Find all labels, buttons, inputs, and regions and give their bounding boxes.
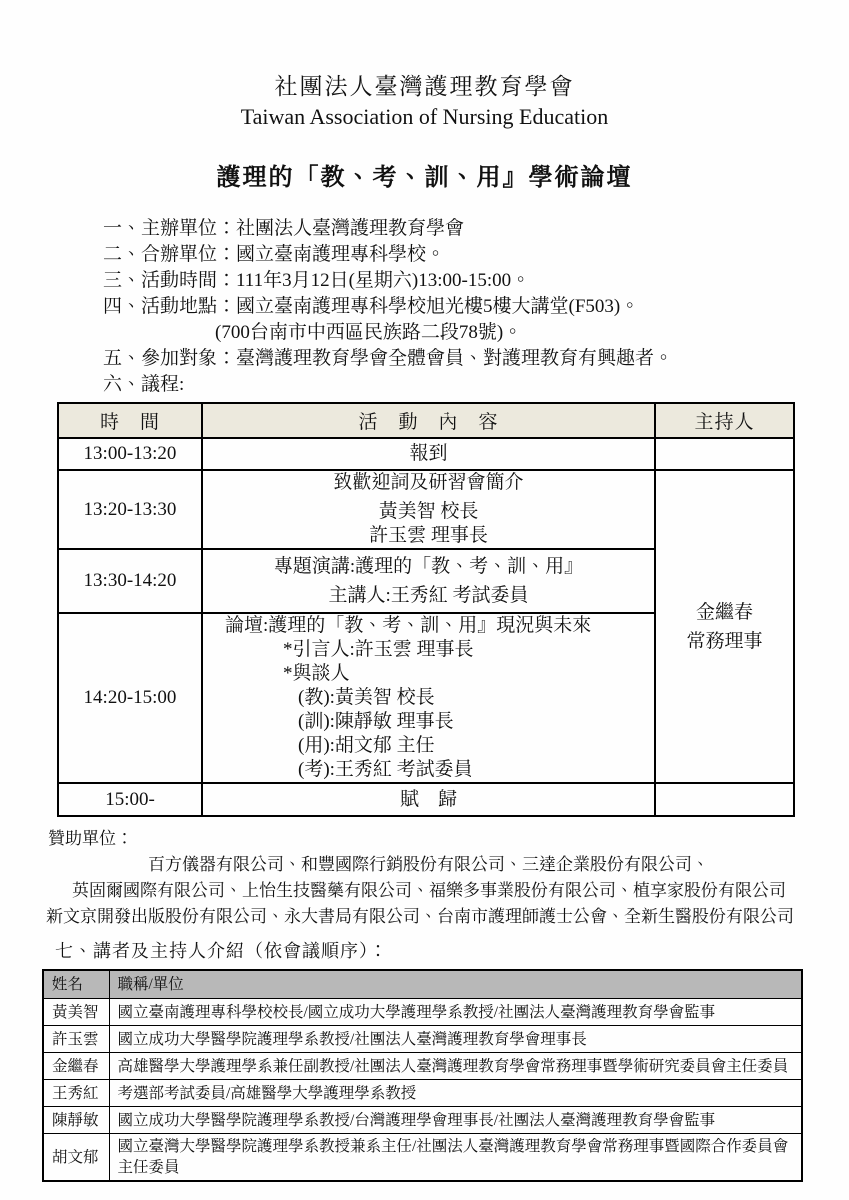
info-item-organizer: 一、主辦單位：社團法人臺灣護理教育學會 [103,218,465,239]
agenda-host-empty [655,783,794,816]
activity-line: (訓):陳靜敏 理事長 [298,711,454,732]
sponsors-line: 百方儀器有限公司、和豐國際行銷股份有限公司、三達企業股份有限公司、 [148,855,709,874]
org-title-en: Taiwan Association of Nursing Education [240,104,609,129]
agenda-header-activity: 活 動 內 容 [202,403,655,438]
speaker-name: 金繼春 [43,1053,109,1080]
agenda-header-row [58,403,794,438]
speakers-section-heading: 七、講者及主持人介紹（依會議順序）： [55,941,388,961]
sponsors-label: 贊助單位： [48,829,133,848]
sponsors-line: 新文京開發出版股份有限公司、永大書局有限公司、台南市護理師護士公會、全新生醫股份有限公司 [46,907,794,926]
speakers-header-name: 姓名 [43,970,109,999]
activity-line: (考):王秀紅 考試委員 [298,759,473,780]
activity-line: *與談人 [283,663,350,684]
speaker-title: 國立臺南護理專科學校校長/國立成功大學護理學系教授/社團法人臺灣護理教育學會監事 [109,999,802,1026]
speaker-row [43,1053,802,1080]
agenda-row-welcome [58,470,794,549]
speakers-table [42,969,803,1182]
activity-line: *引言人:許玉雲 理事長 [283,639,474,660]
info-item-coorganizer: 二、合辦單位：國立臺南護理專科學校。 [103,244,446,265]
speaker-title: 考選部考試委員/高雄醫學大學護理學系教授 [109,1080,802,1107]
agenda-time: 13:00-13:20 [58,438,202,470]
agenda-time: 13:20-13:30 [58,470,202,549]
agenda-header-time: 時 間 [58,403,202,438]
speaker-name: 許玉雲 [43,1026,109,1053]
activity-line: 論壇:護理的「教、考、訓、用』現況與未來 [225,615,592,636]
agenda-host-merged [655,470,794,783]
speaker-name: 陳靜敏 [43,1107,109,1134]
speaker-title: 國立臺灣大學醫學院護理學系教授兼系主任/社團法人臺灣護理教育學會常務理事暨國際合作委員會主任委員 [109,1134,802,1182]
agenda-activity [202,549,655,613]
activity-line: (用):胡文郁 主任 [298,735,435,756]
agenda-activity [202,470,655,549]
speaker-row [43,1080,802,1107]
org-title-zh: 社團法人臺灣護理教育學會 [274,74,575,99]
speaker-name: 胡文郁 [43,1134,109,1182]
speakers-header-title: 職稱/單位 [109,970,802,999]
agenda-time: 14:20-15:00 [58,613,202,783]
speakers-header-row [43,970,802,999]
forum-title: 護理的「教、考、訓、用』學術論壇 [216,165,633,191]
agenda-row-checkin [58,438,794,470]
agenda-activity: 報到 [202,438,655,470]
activity-line: 黃美智 校長 [378,501,479,522]
speaker-row [43,1026,802,1053]
speaker-title: 國立成功大學醫學院護理學系教授/台灣護理學會理事長/社團法人臺灣護理教育學會監事 [109,1107,802,1134]
agenda-activity: 賦 歸 [202,783,655,816]
info-item-audience: 五、參加對象：臺灣護理教育學會全體會員、對護理教育有興趣者。 [103,348,674,369]
info-item-agenda-label: 六、議程: [103,374,185,395]
speaker-name: 王秀紅 [43,1080,109,1107]
speaker-row [43,1107,802,1134]
activity-line: (教):黃美智 校長 [298,687,435,708]
info-item-address: (700台南市中西區民族路二段78號)。 [215,322,523,343]
agenda-time: 13:30-14:20 [58,549,202,613]
speaker-title: 國立成功大學醫學院護理學系教授/社團法人臺灣護理教育學會理事長 [109,1026,802,1053]
speaker-title: 高雄醫學大學護理學系兼任副教授/社團法人臺灣護理教育學會常務理事暨學術研究委員會主任委員 [109,1053,802,1080]
activity-line: 許玉雲 理事長 [369,525,488,546]
speaker-name: 黃美智 [43,999,109,1026]
agenda-row-closing [58,783,794,816]
info-list [103,216,849,398]
activity-line: 主講人:王秀紅 考試委員 [328,584,529,606]
sponsors-line: 英固爾國際有限公司、上怡生技醫藥有限公司、福樂多事業股份有限公司、植享家股份有限公司 [72,881,786,900]
speaker-row [43,1134,802,1182]
activity-line: 專題演講:護理的「教、考、訓、用』 [273,555,584,577]
speaker-row [43,999,802,1026]
host-name: 金繼春 [695,601,753,623]
document-header [0,0,849,192]
agenda-table [57,402,795,817]
info-item-time: 三、活動時間：111年3月12日(星期六)13:00-15:00。 [103,270,531,291]
agenda-activity [202,613,655,783]
agenda-header-host: 主持人 [655,403,794,438]
agenda-host-empty [655,438,794,470]
agenda-time: 15:00- [58,783,202,816]
host-role: 常務理事 [686,630,763,652]
sponsors-block [0,826,849,930]
info-item-location: 四、活動地點：國立臺南護理專科學校旭光樓5樓大講堂(F503)。 [103,296,640,317]
activity-line: 致歡迎詞及研習會簡介 [333,472,524,493]
